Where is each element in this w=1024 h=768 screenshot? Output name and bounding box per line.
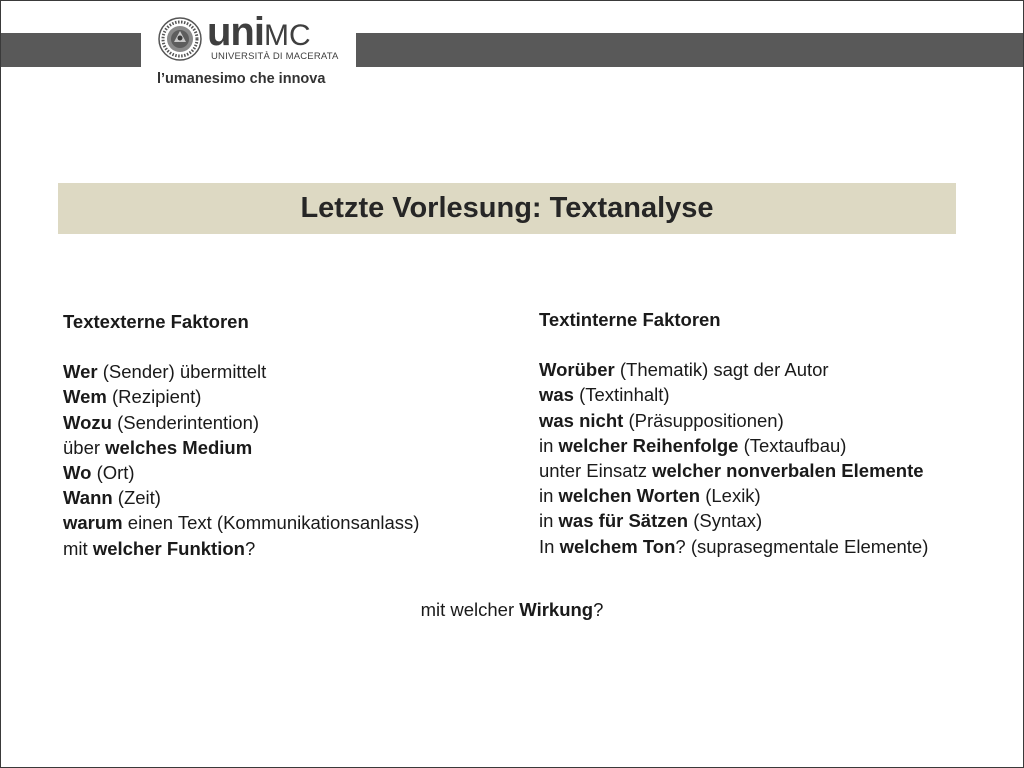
logo-brand-bold: uni — [207, 10, 264, 54]
list-item — [539, 408, 928, 433]
left-list — [63, 359, 419, 561]
header-band-left — [1, 33, 141, 67]
list-item — [63, 359, 419, 384]
list-item-keyword: Worüber — [539, 359, 615, 381]
header-band-right — [356, 33, 1023, 67]
list-item-keyword: welcher Funktion — [92, 537, 245, 559]
list-item-text: (Sender) übermittelt — [97, 361, 267, 383]
logo-tagline: l’umanesimo che innova — [157, 71, 326, 87]
slide-title: Letzte Vorlesung: Textanalyse — [300, 192, 714, 224]
list-item — [539, 483, 928, 508]
list-item — [539, 433, 928, 458]
list-item-text: ? — [244, 537, 256, 559]
list-item-text: (Syntax) — [688, 510, 763, 532]
logo-wordmark — [207, 10, 311, 54]
left-heading: Textexterne Faktoren — [63, 311, 249, 332]
list-item-keyword: was für Sätzen — [558, 510, 689, 532]
list-item-text: (Textaufbau) — [738, 434, 847, 456]
list-item-prefix: in — [539, 434, 559, 456]
list-item — [63, 536, 419, 561]
list-item-prefix: mit — [63, 537, 93, 559]
list-item-keyword: was — [539, 384, 574, 406]
list-item — [63, 384, 419, 409]
list-item-keyword: Wer — [63, 361, 98, 383]
list-item-keyword: warum — [63, 512, 123, 534]
list-item-keyword: welchem Ton — [559, 535, 676, 557]
right-column — [539, 307, 928, 559]
list-item-prefix: in — [539, 510, 559, 532]
footer-question — [1, 599, 1023, 621]
list-item-text: (Thematik) sagt der Autor — [614, 359, 829, 381]
university-logo — [141, 1, 356, 93]
list-item-text: (Zeit) — [112, 487, 161, 509]
university-seal-icon — [158, 17, 202, 61]
right-list — [539, 357, 928, 559]
title-bar — [58, 183, 956, 234]
list-item — [539, 508, 928, 533]
list-item-prefix: in — [539, 485, 559, 507]
list-item-keyword: Wozu — [63, 411, 112, 433]
list-item-text: ? (suprasegmentale Elemente) — [675, 535, 929, 557]
list-item-text: (Präsuppositionen) — [623, 409, 784, 431]
list-item-prefix: unter Einsatz — [539, 459, 653, 481]
list-item-text: (Textinhalt) — [573, 384, 670, 406]
list-item — [63, 435, 419, 460]
logo-brand-light: MC — [263, 19, 311, 52]
list-item-text: (Ort) — [91, 461, 135, 483]
footer-bold: Wirkung — [519, 599, 594, 620]
list-item — [539, 534, 928, 559]
list-item-keyword: welcher nonverbalen Elemente — [652, 459, 924, 481]
logo-university-name: UNIVERSITÀ DI MACERATA — [211, 51, 339, 62]
list-item-prefix: In — [539, 535, 560, 557]
list-item-keyword: Wann — [63, 487, 113, 509]
list-item-prefix: über — [63, 436, 106, 458]
list-item — [63, 485, 419, 510]
list-item-keyword: Wem — [63, 386, 107, 408]
list-item-keyword: was nicht — [539, 409, 624, 431]
right-heading: Textinterne Faktoren — [539, 309, 721, 330]
list-item — [539, 458, 928, 483]
list-item-text: (Senderintention) — [111, 411, 260, 433]
list-item-keyword: welchen Worten — [558, 485, 701, 507]
list-item — [539, 357, 928, 382]
list-item-text: (Lexik) — [700, 485, 761, 507]
list-item — [63, 410, 419, 435]
list-item-keyword: welcher Reihenfolge — [558, 434, 739, 456]
footer-prefix: mit welcher — [420, 599, 520, 620]
list-item-keyword: Wo — [63, 461, 92, 483]
list-item — [63, 510, 419, 535]
footer-suffix: ? — [593, 599, 604, 620]
list-item-text: einen Text (Kommunikationsanlass) — [122, 512, 420, 534]
list-item — [63, 460, 419, 485]
list-item-text: (Rezipient) — [106, 386, 202, 408]
list-item — [539, 382, 928, 407]
left-column — [63, 309, 419, 561]
list-item-keyword: welches Medium — [105, 436, 253, 458]
